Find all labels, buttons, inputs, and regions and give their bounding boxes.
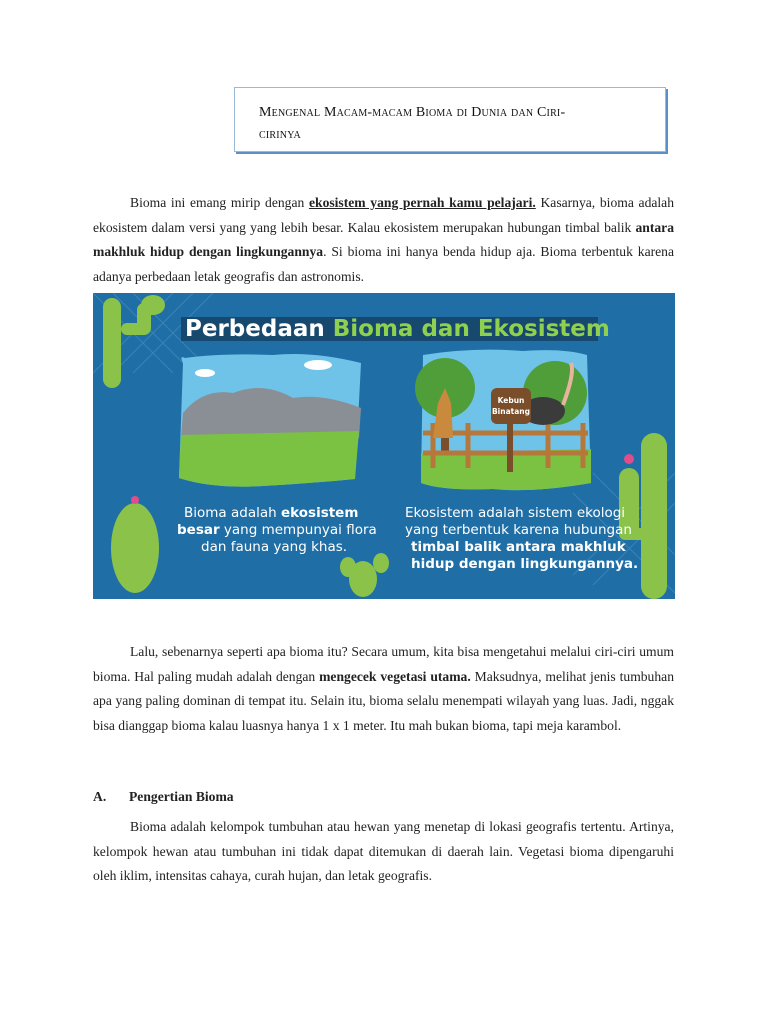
- paragraph-2-text-b: Maksudnya, melihat jenis tumbuhan apa yang paling dominan di tempat itu. Selain itu, bioma selalu menempati wilayah yang luas. Jadi, nggak bisa dianggap bioma kalau luasnya hanya 1 x 1 meter. Itu mah bukan bioma, tapi meja karambol.: [93, 668, 674, 733]
- paragraph-3-text: Bioma adalah kelompok tumbuhan atau hewan yang menetap di lokasi geografis tertentu. Artinya, kelompok hewan atau tumbuhan ini tidak dapat ditemukan di daerah lain. Vegetasi bioma dipengaruhi oleh iklim, intensitas cahaya, curah hujan, dan letak geografis.: [93, 819, 674, 883]
- infographic-title: Perbedaan Bioma dan Ekosistem: [185, 316, 610, 342]
- landscape-panel: [179, 354, 361, 487]
- ekosistem-link[interactable]: ekosistem yang pernah kamu pelajari.: [308, 195, 536, 210]
- section-heading-a: [93, 789, 234, 805]
- paragraph-pengertian: [93, 815, 674, 889]
- left-caption: Bioma adalah ekosistem besar yang mempunyai flora dan fauna yang khas.: [177, 505, 377, 555]
- paragraph-1-text-c: . Si bioma ini hanya benda hidup aja. Bioma terbentuk karena adanya perbedaan letak geografis dan astronomis.: [93, 244, 675, 284]
- paragraph-intro: [93, 191, 674, 289]
- paragraph-2-text-a: Lalu, sebenarnya seperti apa bioma itu? Secara umum, kita bisa mengetahui melalui ciri-ciri umum bioma. Hal paling mudah adalah dengan: [93, 644, 674, 684]
- paragraph-1-text-a: Bioma ini emang mirip dengan: [130, 195, 309, 210]
- bioma-ekosistem-infographic: [93, 293, 675, 599]
- title-line-2: cirinya: [259, 127, 301, 142]
- document-title: [259, 102, 649, 146]
- title-box: [234, 87, 666, 152]
- infographic-image: [93, 293, 675, 599]
- section-title: Pengertian Bioma: [129, 789, 234, 804]
- zoo-panel: [415, 350, 591, 490]
- right-caption: Ekosistem adalah sistem ekologi yang terbentuk karena hubungan timbal balik antara makhluk hidup dengan lingkungannya.: [405, 505, 639, 572]
- paragraph-1-text-b: Kasarnya, bioma adalah ekosistem dalam versi yang yang lebih besar. Kalau ekosistem merupakan hubungan timbal balik: [93, 195, 675, 235]
- section-number: A.: [93, 789, 107, 804]
- paragraph-1-bold: antara makhluk hidup dengan lingkungannya: [93, 219, 674, 259]
- zoo-sign: [491, 388, 531, 424]
- paragraph-2-bold: mengecek vegetasi utama.: [319, 668, 471, 684]
- title-line-1: Mengenal Macam-macam Bioma di Dunia dan Ciri-: [259, 105, 566, 120]
- paragraph-ciri-ciri: [93, 640, 674, 738]
- sign-line-2: Binatang: [491, 407, 531, 416]
- sign-line-1: Kebun: [497, 396, 525, 405]
